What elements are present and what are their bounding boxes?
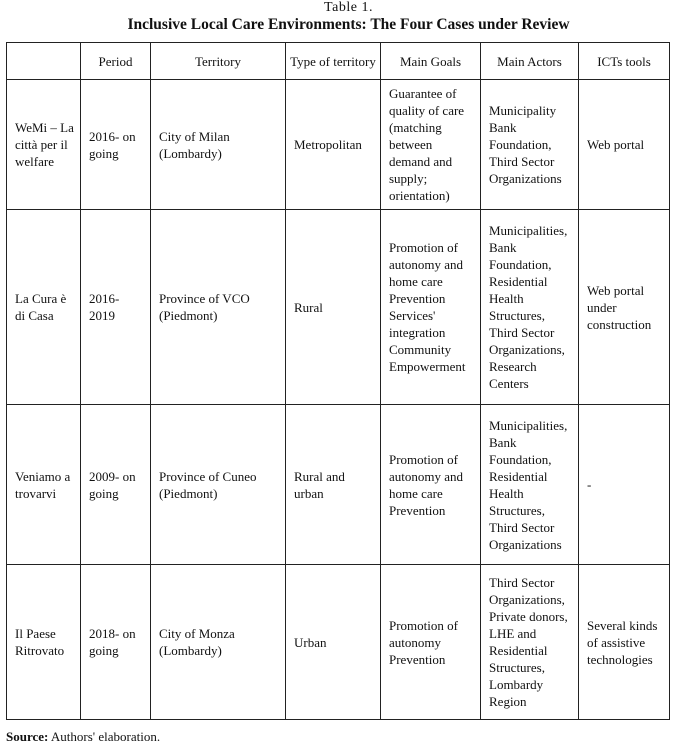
type-cell: Metropolitan [286, 80, 381, 210]
header-cell [7, 43, 81, 80]
actors-cell: Third Sector Organizations, Private donors, LHE and Residential Structures, Lombardy Region [481, 565, 579, 720]
territory-cell: City of Monza (Lombardy) [151, 565, 286, 720]
header-cell: ICTs tools [579, 43, 670, 80]
header-row [7, 43, 670, 80]
ict-cell: Web portal under construction [579, 210, 670, 405]
cases-table [6, 42, 670, 720]
type-cell: Rural and urban [286, 405, 381, 565]
territory-cell: City of Milan (Lombardy) [151, 80, 286, 210]
territory-cell: Province of Cuneo (Piedmont) [151, 405, 286, 565]
header-cell: Type of territory [286, 43, 381, 80]
source-text: Authors' elaboration. [50, 729, 161, 744]
period-cell: 2009- on going [81, 405, 151, 565]
period-cell: 2018- on going [81, 565, 151, 720]
case-name: Il Paese Ritrovato [7, 565, 81, 720]
goals-cell: Promotion of autonomy and home care Prevention [381, 405, 481, 565]
type-cell: Rural [286, 210, 381, 405]
actors-cell: Municipalities, Bank Foundation, Residential Health Structures, Third Sector Organizations, Research Centers [481, 210, 579, 405]
actors-cell: Municipalities, Bank Foundation, Residential Health Structures, Third Sector Organizations [481, 405, 579, 565]
period-cell: 2016- 2019 [81, 210, 151, 405]
ict-cell: Several kinds of assistive technologies [579, 565, 670, 720]
goals-cell: Guarantee of quality of care (matching between demand and supply; orientation) [381, 80, 481, 210]
case-name: La Cura è di Casa [7, 210, 81, 405]
header-cell: Main Goals [381, 43, 481, 80]
goals-cell: Promotion of autonomy Prevention [381, 565, 481, 720]
goals-cell: Promotion of autonomy and home care Prevention Services' integration Community Empowerment [381, 210, 481, 405]
ict-cell: Web portal [579, 80, 670, 210]
case-name: Veniamo a trovarvi [7, 405, 81, 565]
period-cell: 2016- on going [81, 80, 151, 210]
source-note [6, 729, 160, 745]
ict-cell: - [579, 405, 670, 565]
table-row [7, 80, 670, 210]
table-label: Table 1. [324, 0, 373, 15]
header-cell: Territory [151, 43, 286, 80]
actors-cell: Municipality Bank Foundation, Third Sector Organizations [481, 80, 579, 210]
header-cell: Period [81, 43, 151, 80]
table-title: Inclusive Local Care Environments: The Four Cases under Review [127, 16, 570, 33]
type-cell: Urban [286, 565, 381, 720]
table-row [7, 405, 670, 565]
header-cell: Main Actors [481, 43, 579, 80]
territory-cell: Province of VCO (Piedmont) [151, 210, 286, 405]
case-name: WeMi – La città per il welfare [7, 80, 81, 210]
table-row [7, 565, 670, 720]
source-label: Source: [6, 729, 49, 744]
table-row [7, 210, 670, 405]
